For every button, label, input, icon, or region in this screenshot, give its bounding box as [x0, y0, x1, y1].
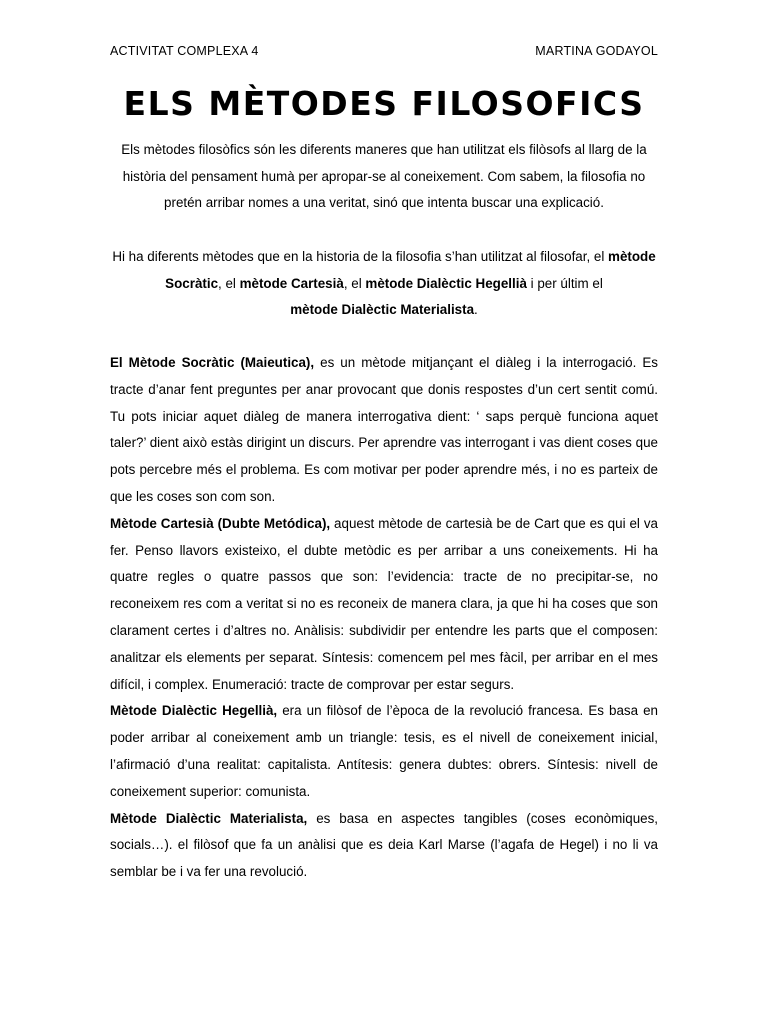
methods-intro-sep: , el [218, 275, 240, 291]
method-hegelian-label: mètode Dialèctic Hegellià [365, 275, 527, 291]
section-text: es un mètode mitjançant el diàleg i la interrogació. Es tracte d’anar fent preguntes per anar provocant que donis respostes d’un cert sentit comú. Tu pots iniciar aquet diàleg de manera interrogativa dient: ‘ saps perquè funciona aquet taler?’ dient això estàs dirigint un discurs. Per aprendre vas interrogant i vas dient coses que pots percebre més el problema. Es com motivar per poder aprendre més, i no es parteix de que les coses son com son. [110, 355, 658, 504]
methods-intro-paragraph [110, 244, 658, 324]
methods-intro-sep: , el [343, 275, 366, 291]
methods-intro-sep: i per últim el [526, 275, 603, 291]
method-socratic-label: mètode Socràtic [165, 249, 656, 291]
section-text: es basa en aspectes tangibles (coses econòmiques, socials…). el filòsof que fa un anàlisi que es deia Karl Marse (l’agafa de Hegel) i no li va semblar be i va fer una revolució. [110, 810, 659, 880]
section-heading: Mètode Dialèctic Hegellià, [110, 703, 278, 719]
header-author: MARTINA GODAYOL [535, 44, 658, 58]
page-title: ELS MÈTODES FILOSOFICS [123, 84, 645, 123]
section-hegelian [110, 698, 658, 805]
section-heading: Mètode Dialèctic Materialista, [110, 810, 308, 826]
methods-body [110, 350, 658, 886]
section-text: era un filòsof de l’època de la revolució francesa. Es basa en poder arribar al coneixement amb un triangle: tesis, es el nivell de coneixement inicial, l’afirmació d’una realitat: capitalista. Antítesis: genera dubtes: obrers. Síntesis: nivell de coneixement superior: comunista. [110, 703, 658, 799]
section-text: aquest mètode de cartesià be de Cart que es qui el va fer. Penso llavors existeixo, el dubte metòdic es per arribar a uns coneixements. Hi ha quatre regles o quatre passos que son: l’evidencia: tracte de no precipitar-se, no reconeixem res com a veritat si no es reconeix de manera clara, ja que hi ha coses que son clarament certes i d’altres no. Anàlisis: subdividir per entendre les parts que el composen: analitzar els elements per separat. Síntesis: comencem pel mes fàcil, per arribar en el mes difícil, i complex. Enumeració: tracte de comprovar per estar segurs. [110, 515, 658, 692]
methods-intro-end: . [474, 302, 478, 317]
header-activity: ACTIVITAT COMPLEXA 4 [110, 44, 259, 58]
section-materialist [110, 806, 658, 886]
method-cartesian-label: mètode Cartesià [239, 275, 344, 291]
method-materialist-label: mètode Dialèctic Materialista [290, 302, 475, 317]
intro-paragraph: Els mètodes filosòfics són les diferents maneres que han utilitzat els filòsofs al llarg de la història del pensament humà per apropar-se al coneixement. Com sabem, la filosofia no pretén arribar nomes a una veritat, sinó que intenta buscar una explicació. [121, 142, 647, 210]
section-socratic [110, 350, 658, 511]
methods-intro-text: Hi ha diferents mètodes que en la historia de la filosofia s’han utilitzat al filosofar, el [112, 249, 609, 264]
section-cartesian [110, 511, 658, 699]
section-heading: Mètode Cartesià (Dubte Metódica), [110, 515, 331, 531]
page-header [110, 44, 658, 58]
section-heading: El Mètode Socràtic (Maieutica), [110, 355, 315, 370]
